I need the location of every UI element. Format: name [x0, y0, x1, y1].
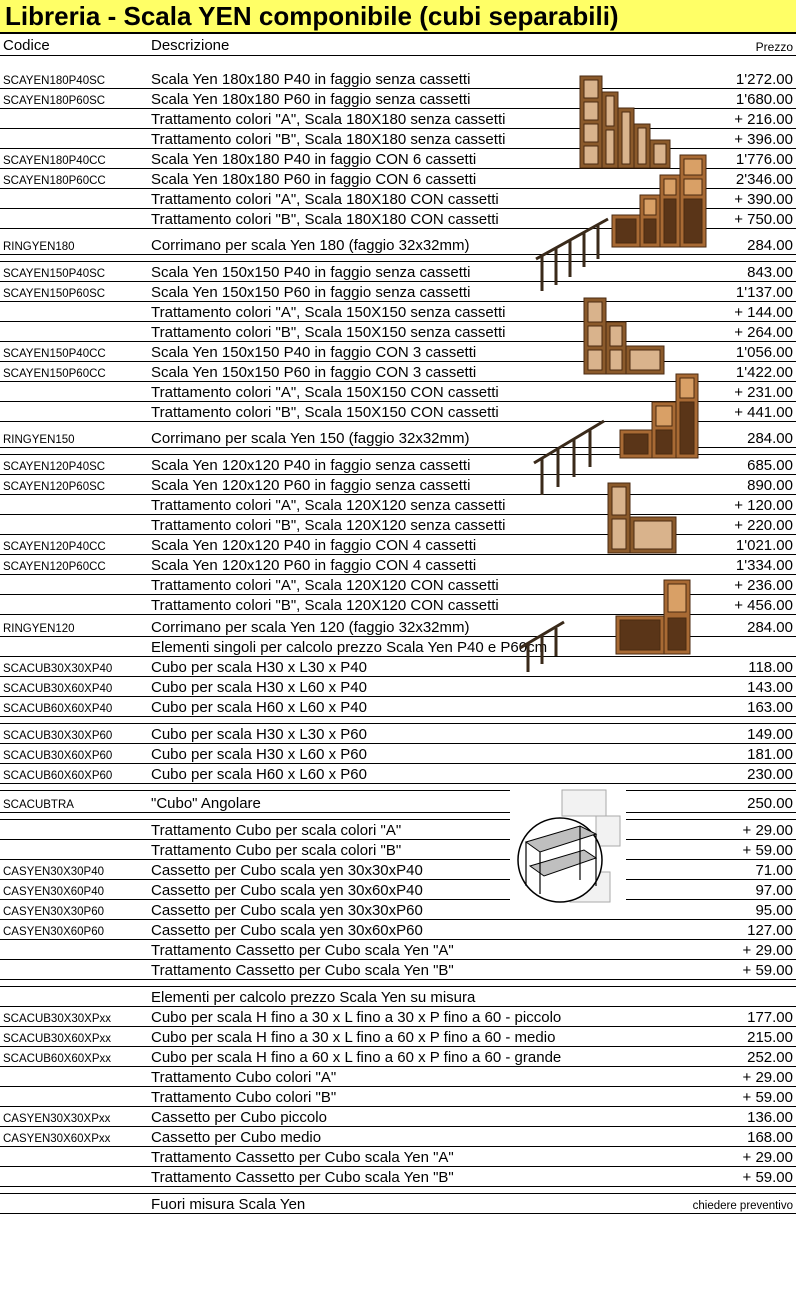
table-row: [0, 301, 796, 322]
product-code: SCACUB30X30XP40: [3, 663, 113, 675]
product-price: 284.00: [747, 430, 793, 447]
product-price: + 120.00: [734, 497, 793, 514]
product-code: SCAYEN150P60CC: [3, 368, 106, 380]
table-row: [0, 656, 796, 677]
product-code: SCAYEN180P60CC: [3, 175, 106, 187]
table-row: [0, 1046, 796, 1067]
corrimano-180-image: [534, 215, 610, 293]
product-description: Cubo per scala H fino a 30 x L fino a 60 x P fino a 60 - medio: [151, 1029, 556, 1046]
product-code: SCAYEN180P40CC: [3, 155, 106, 167]
table-row: [0, 281, 796, 302]
product-price: 1'272.00: [735, 71, 793, 88]
product-code: RINGYEN150: [3, 434, 75, 446]
table-row: [0, 763, 796, 784]
product-code: SCACUB30X60XP60: [3, 750, 113, 762]
product-price: + 231.00: [734, 384, 793, 401]
product-description: Cubo per scala H30 x L30 x P60: [151, 726, 367, 743]
table-row: [0, 743, 796, 764]
scaffale-180-con-cassetti-image: [610, 153, 708, 249]
table-row: [0, 696, 796, 717]
product-description: Cubo per scala H60 x L60 x P40: [151, 699, 367, 716]
product-code: SCACUB60X60XP40: [3, 703, 113, 715]
product-description: Cassetto per Cubo piccolo: [151, 1109, 327, 1126]
product-price: 1'334.00: [735, 557, 793, 574]
product-price: 890.00: [747, 477, 793, 494]
product-code: CASYEN30X30P40: [3, 866, 105, 878]
product-description: Fuori misura Scala Yen: [151, 1196, 306, 1213]
product-price: 284.00: [747, 619, 793, 636]
product-description: Cubo per scala H fino a 60 x L fino a 60 x P fino a 60 - grande: [151, 1049, 562, 1066]
product-description: Trattamento colori "A", Scala 150X150 senza cassetti: [151, 304, 506, 321]
product-description: Elementi per calcolo prezzo Scala Yen su misura: [151, 989, 476, 1006]
product-price: 97.00: [755, 882, 793, 899]
product-price: 95.00: [755, 902, 793, 919]
table-row: [0, 899, 796, 920]
product-description: Scala Yen 120x120 P60 in faggio senza cassetti: [151, 477, 471, 494]
product-price: + 59.00: [742, 1089, 793, 1106]
product-price: + 236.00: [734, 577, 793, 594]
product-price: + 29.00: [742, 822, 793, 839]
product-price: 284.00: [747, 237, 793, 254]
table-row: [0, 986, 796, 1007]
table-row: [0, 341, 796, 362]
table-row: [0, 128, 796, 149]
product-description: Cubo per scala H30 x L30 x P40: [151, 659, 367, 676]
table-row: [0, 68, 796, 89]
product-code: RINGYEN180: [3, 241, 75, 253]
scaffale-150-con-cassetti-image: [618, 372, 700, 460]
product-price: 163.00: [747, 699, 793, 716]
product-price: 1'021.00: [735, 537, 793, 554]
product-price: 843.00: [747, 264, 793, 281]
product-description: Scala Yen 150x150 P60 in faggio CON 3 cassetti: [151, 364, 477, 381]
product-code: CASYEN30X60XPxx: [3, 1133, 111, 1145]
product-price: + 396.00: [734, 131, 793, 148]
table-row: [0, 1193, 796, 1214]
product-description: Trattamento Cassetto per Cubo scala Yen "B": [151, 962, 454, 979]
product-price: 71.00: [755, 862, 793, 879]
product-code: SCACUB30X60XP40: [3, 683, 113, 695]
product-description: Trattamento colori "B", Scala 150X150 senza cassetti: [151, 324, 506, 341]
product-description: Scala Yen 180x180 P40 in faggio senza cassetti: [151, 71, 471, 88]
table-row: [0, 1026, 796, 1047]
table-row: [0, 1166, 796, 1187]
product-price: + 390.00: [734, 191, 793, 208]
product-price: 118.00: [748, 659, 793, 676]
product-description: Cubo per scala H30 x L60 x P60: [151, 746, 367, 763]
product-description: Cassetto per Cubo scala yen 30x30xP40: [151, 862, 423, 879]
product-price: 181.00: [747, 746, 793, 763]
product-code: CASYEN30X60P60: [3, 926, 105, 938]
product-price: 177.00: [747, 1009, 793, 1026]
product-description: Elementi singoli per calcolo prezzo Scala Yen P40 e P60cm: [151, 639, 548, 656]
product-code: SCACUB30X30XPxx: [3, 1013, 112, 1025]
table-row: [0, 939, 796, 960]
product-code: CASYEN30X30XPxx: [3, 1113, 111, 1125]
product-price: 1'776.00: [735, 151, 793, 168]
product-description: Cubo per scala H60 x L60 x P60: [151, 766, 367, 783]
product-price: + 29.00: [742, 1149, 793, 1166]
product-code: SCACUB60X60XPxx: [3, 1053, 112, 1065]
product-description: Cassetto per Cubo scala yen 30x30xP60: [151, 902, 423, 919]
table-row: [0, 261, 796, 282]
page-title: Libreria - Scala YEN componibile (cubi separabili): [5, 1, 619, 31]
product-description: Scala Yen 150x150 P40 in faggio CON 3 cassetti: [151, 344, 477, 361]
table-row: [0, 321, 796, 342]
product-description: Trattamento colori "A", Scala 180X180 senza cassetti: [151, 111, 506, 128]
table-row: [0, 790, 796, 813]
product-description: Trattamento Cubo colori "A": [151, 1069, 337, 1086]
product-price: + 144.00: [734, 304, 793, 321]
scaffale-120-con-cassetti-image: [614, 578, 692, 656]
product-description: Trattamento colori "B", Scala 180X180 CON cassetti: [151, 211, 499, 228]
product-price: 230.00: [747, 766, 793, 783]
product-price: + 441.00: [734, 404, 793, 421]
product-price: 215.00: [747, 1029, 793, 1046]
product-description: Corrimano per scala Yen 120 (faggio 32x32mm): [151, 619, 470, 636]
product-description: Cubo per scala H30 x L60 x P40: [151, 679, 367, 696]
table-row: [0, 879, 796, 900]
product-description: Trattamento Cubo per scala colori "B": [151, 842, 402, 859]
table-row: [0, 919, 796, 940]
product-code: SCAYEN120P60SC: [3, 481, 106, 493]
product-description: Trattamento Cubo colori "B": [151, 1089, 337, 1106]
product-price: 127.00: [747, 922, 793, 939]
product-code: SCACUB30X60XPxx: [3, 1033, 112, 1045]
product-description: Trattamento Cassetto per Cubo scala Yen "A": [151, 1149, 454, 1166]
product-description: Scala Yen 120x120 P40 in faggio senza cassetti: [151, 457, 471, 474]
product-code: SCAYEN120P40CC: [3, 541, 106, 553]
product-description: Cassetto per Cubo scala yen 30x60xP60: [151, 922, 423, 939]
product-description: Trattamento colori "B", Scala 180X180 senza cassetti: [151, 131, 506, 148]
table-row: [0, 554, 796, 575]
product-description: Scala Yen 180x180 P40 in faggio CON 6 cassetti: [151, 151, 477, 168]
product-price: 136.00: [747, 1109, 793, 1126]
product-price: + 29.00: [742, 1069, 793, 1086]
product-description: Trattamento Cassetto per Cubo scala Yen "B": [151, 1169, 454, 1186]
product-description: Scala Yen 180x180 P60 in faggio senza cassetti: [151, 91, 471, 108]
table-row: [0, 723, 796, 744]
product-price: 143.00: [747, 679, 793, 696]
scaffale-150-senza-cassetti-image: [582, 296, 667, 376]
product-description: Scala Yen 120x120 P60 in faggio CON 4 cassetti: [151, 557, 477, 574]
product-code: CASYEN30X60P40: [3, 886, 105, 898]
product-code: RINGYEN120: [3, 623, 75, 635]
product-price: + 750.00: [734, 211, 793, 228]
product-code: SCACUBTRA: [3, 799, 74, 811]
table-row: [0, 1066, 796, 1087]
product-code: CASYEN30X30P60: [3, 906, 105, 918]
table-row: [0, 839, 796, 860]
cubo-angolare-image: [510, 786, 626, 908]
table-row: [0, 1006, 796, 1027]
product-price: + 220.00: [734, 517, 793, 534]
table-row: [0, 819, 796, 840]
product-price: 168.00: [747, 1129, 793, 1146]
product-description: Trattamento colori "B", Scala 120X120 CON cassetti: [151, 597, 499, 614]
product-description: Corrimano per scala Yen 180 (faggio 32x32mm): [151, 237, 470, 254]
product-description: Scala Yen 150x150 P40 in faggio senza cassetti: [151, 264, 471, 281]
product-code: SCAYEN150P40CC: [3, 348, 106, 360]
product-description: Trattamento Cubo per scala colori "A": [151, 822, 402, 839]
product-description: Trattamento colori "B", Scala 150X150 CON cassetti: [151, 404, 499, 421]
product-price: 685.00: [747, 457, 793, 474]
product-description: Trattamento colori "A", Scala 120X120 CON cassetti: [151, 577, 499, 594]
product-price: + 59.00: [742, 1169, 793, 1186]
product-code: SCAYEN120P40SC: [3, 461, 106, 473]
product-price: 149.00: [747, 726, 793, 743]
table-row: [0, 108, 796, 129]
product-description: Cassetto per Cubo medio: [151, 1129, 322, 1146]
product-price: 1'422.00: [735, 364, 793, 381]
product-description: Trattamento colori "B", Scala 120X120 senza cassetti: [151, 517, 506, 534]
product-description: Trattamento colori "A", Scala 180X180 CON cassetti: [151, 191, 499, 208]
product-code: SCACUB60X60XP60: [3, 770, 113, 782]
product-code: SCAYEN150P60SC: [3, 288, 106, 300]
product-description: Cassetto per Cubo scala yen 30x60xP40: [151, 882, 423, 899]
table-row: [0, 859, 796, 880]
product-description: Trattamento colori "A", Scala 120X120 senza cassetti: [151, 497, 506, 514]
product-price: + 456.00: [734, 597, 793, 614]
product-price: 252.00: [747, 1049, 793, 1066]
product-price: 1'680.00: [735, 91, 793, 108]
header-description: Descrizione: [151, 37, 230, 54]
product-price: + 59.00: [742, 962, 793, 979]
product-code: SCAYEN180P60SC: [3, 95, 106, 107]
product-description: Scala Yen 150x150 P60 in faggio senza cassetti: [151, 284, 471, 301]
corrimano-120-image: [516, 618, 568, 674]
table-row: [0, 1146, 796, 1167]
product-description: Trattamento Cassetto per Cubo scala Yen "A": [151, 942, 454, 959]
table-row: [0, 676, 796, 697]
corrimano-150-image: [532, 417, 606, 497]
product-price: 2'346.00: [735, 171, 793, 188]
table-row: [0, 959, 796, 980]
product-description: Corrimano per scala Yen 150 (faggio 32x32mm): [151, 430, 470, 447]
product-description: Cubo per scala H fino a 30 x L fino a 30 x P fino a 60 - piccolo: [151, 1009, 562, 1026]
product-price: 250.00: [747, 795, 793, 812]
product-price: + 216.00: [734, 111, 793, 128]
product-code: SCAYEN150P40SC: [3, 268, 106, 280]
product-description: Scala Yen 180x180 P60 in faggio CON 6 cassetti: [151, 171, 477, 188]
product-price: + 59.00: [742, 842, 793, 859]
product-description: Trattamento colori "A", Scala 150X150 CON cassetti: [151, 384, 499, 401]
table-row: [0, 1086, 796, 1107]
product-price: 1'137.00: [735, 284, 793, 301]
product-code: SCAYEN120P60CC: [3, 561, 106, 573]
product-description: Scala Yen 120x120 P40 in faggio CON 4 cassetti: [151, 537, 477, 554]
product-code: SCAYEN180P40SC: [3, 75, 106, 87]
table-row: [0, 88, 796, 109]
table-row: [0, 1106, 796, 1127]
header-code: Codice: [3, 37, 50, 54]
product-code: SCACUB30X30XP60: [3, 730, 113, 742]
header-price: Prezzo: [755, 40, 793, 54]
scaffale-120-senza-cassetti-image: [606, 481, 678, 555]
table-row: [0, 1126, 796, 1147]
product-price: 1'056.00: [735, 344, 793, 361]
product-price: chiedere preventivo: [692, 1200, 793, 1212]
product-description: "Cubo" Angolare: [151, 795, 261, 812]
product-price: + 264.00: [734, 324, 793, 341]
product-price: + 29.00: [742, 942, 793, 959]
